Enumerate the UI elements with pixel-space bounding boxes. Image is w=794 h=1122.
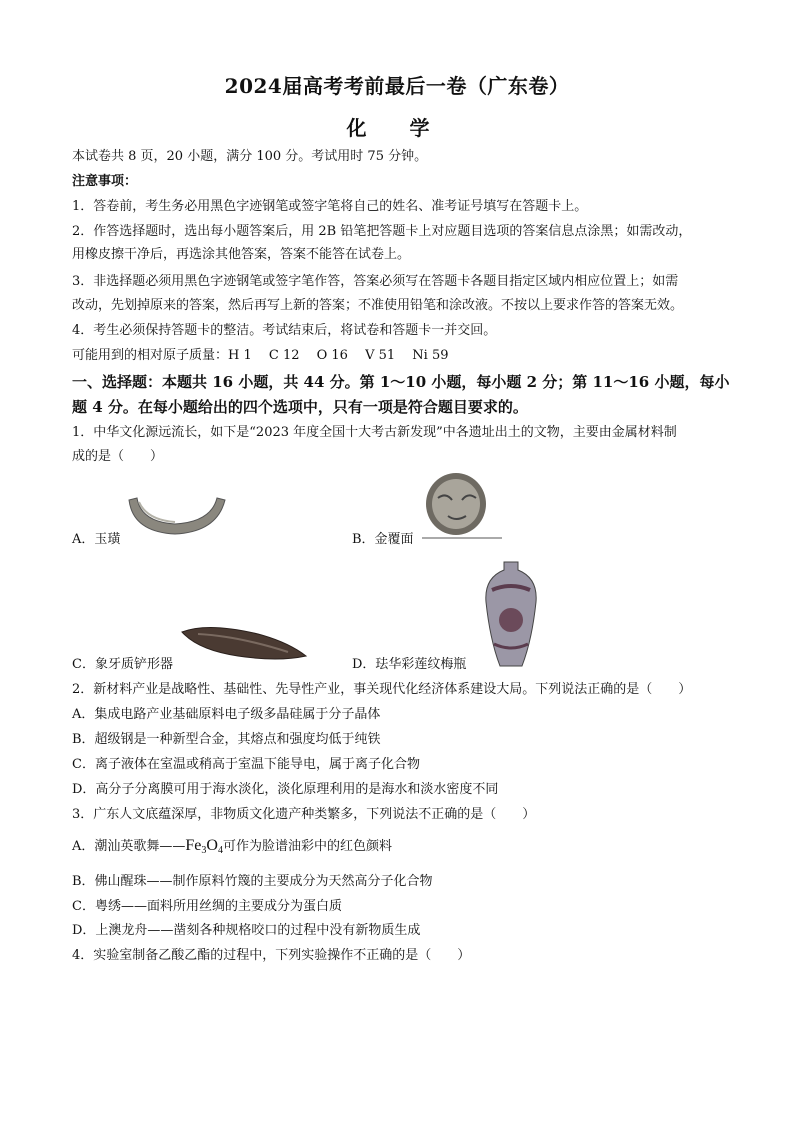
q3-option: D．上澳龙舟——凿刻各种规格咬口的过程中没有新物质生成 xyxy=(72,923,421,938)
notice-item: 2．作答选择题时，选出每小题答案后，用 2B 铅笔把答题卡上对应题目选项的答案信息点涂黑；如需改动， xyxy=(72,224,692,239)
q1-option-c: C．象牙质铲形器 xyxy=(72,657,173,672)
section-heading: 一、选择题：本题共 16 小题，共 44 分。第 1～10 小题，每小题 2 分；第 11～16 小题，每小 xyxy=(72,373,730,391)
intro-text: 本试卷共 8 页，20 小题，满分 100 分。考试用时 75 分钟。 xyxy=(72,149,428,164)
meiping-vase-image xyxy=(478,560,544,672)
question-1-stem: 成的是（ ） xyxy=(72,449,164,464)
q3-option: B．佛山醒珠——制作原料竹篾的主要成分为天然高分子化合物 xyxy=(72,874,433,889)
atomic-masses: 可能用到的相对原子质量：H 1 C 12 O 16 V 51 Ni 59 xyxy=(72,348,449,363)
q2-option: D．高分子分离膜可用于海水淡化，淡化原理利用的是海水和淡水密度不同 xyxy=(72,782,499,797)
notice-item: 用橡皮擦干净后，再选涂其他答案，答案不能答在试卷上。 xyxy=(72,247,411,262)
q1-option-b: B．金覆面 xyxy=(352,532,414,547)
question-3-stem: 3．广东人文底蕴深厚，非物质文化遗产种类繁多，下列说法不正确的是（ ） xyxy=(72,807,536,822)
formula-fe: Fe xyxy=(185,837,202,854)
formula-subscript: 3 xyxy=(201,845,207,856)
q2-option: A．集成电路产业基础原料电子级多晶硅属于分子晶体 xyxy=(72,707,381,722)
exam-title: 2024届高考考前最后一卷（广东卷） xyxy=(224,74,570,98)
ivory-spade-image xyxy=(178,618,310,668)
notice-item: 4．考生必须保持答题卡的整洁。考试结束后，将试卷和答题卡一并交回。 xyxy=(72,323,497,338)
question-4-stem: 4．实验室制备乙酸乙酯的过程中，下列实验操作不正确的是（ ） xyxy=(72,948,471,963)
notice-item: 改动，先划掉原来的答案，然后再写上新的答案；不准使用铅笔和涂改液。不按以上要求作答的答案无效。 xyxy=(72,298,684,313)
q2-option: B．超级钢是一种新型合金，其熔点和强度均低于纯铁 xyxy=(72,732,381,747)
notice-heading: 注意事项： xyxy=(72,174,138,189)
q1-option-d: D．珐华彩莲纹梅瓶 xyxy=(352,657,467,672)
q2-option: C．离子液体在室温或稍高于室温下能导电，属于离子化合物 xyxy=(72,757,420,772)
jade-huang-image xyxy=(125,492,230,542)
formula-o: O xyxy=(206,837,218,854)
q3-option-a xyxy=(72,836,732,861)
chemical-formula xyxy=(185,837,223,854)
notice-item: 1．答卷前，考生务必用黑色字迹钢笔或签字笔将自己的姓名、准考证号填写在答题卡上。 xyxy=(72,199,588,214)
question-1-stem: 1．中华文化源远流长，如下是“2023 年度全国十大考古新发现”中各遗址出土的文物，主要由金属材料制 xyxy=(72,425,677,440)
section-heading: 题 4 分。在每小题给出的四个选项中，只有一项是符合题目要求的。 xyxy=(72,398,528,416)
gold-mask-image xyxy=(412,470,504,542)
subject-title: 化 学 xyxy=(346,116,448,140)
formula-subscript: 4 xyxy=(217,845,223,856)
q3-option: C．粤绣——面料所用丝绸的主要成分为蛋白质 xyxy=(72,899,342,914)
q1-option-a: A．玉璜 xyxy=(72,532,121,547)
question-2-stem: 2．新材料产业是战略性、基础性、先导性产业，事关现代化经济体系建设大局。下列说法正确的是（ ） xyxy=(72,682,692,697)
q3-option-a-prefix: A．潮汕英歌舞—— xyxy=(72,839,186,854)
q3-option-a-suffix: 可作为脸谱油彩中的红色颜料 xyxy=(222,839,392,854)
notice-item: 3．非选择题必须用黑色字迹钢笔或签字笔作答，答案必须写在答题卡各题目指定区域内相应位置上；如需 xyxy=(72,274,679,289)
